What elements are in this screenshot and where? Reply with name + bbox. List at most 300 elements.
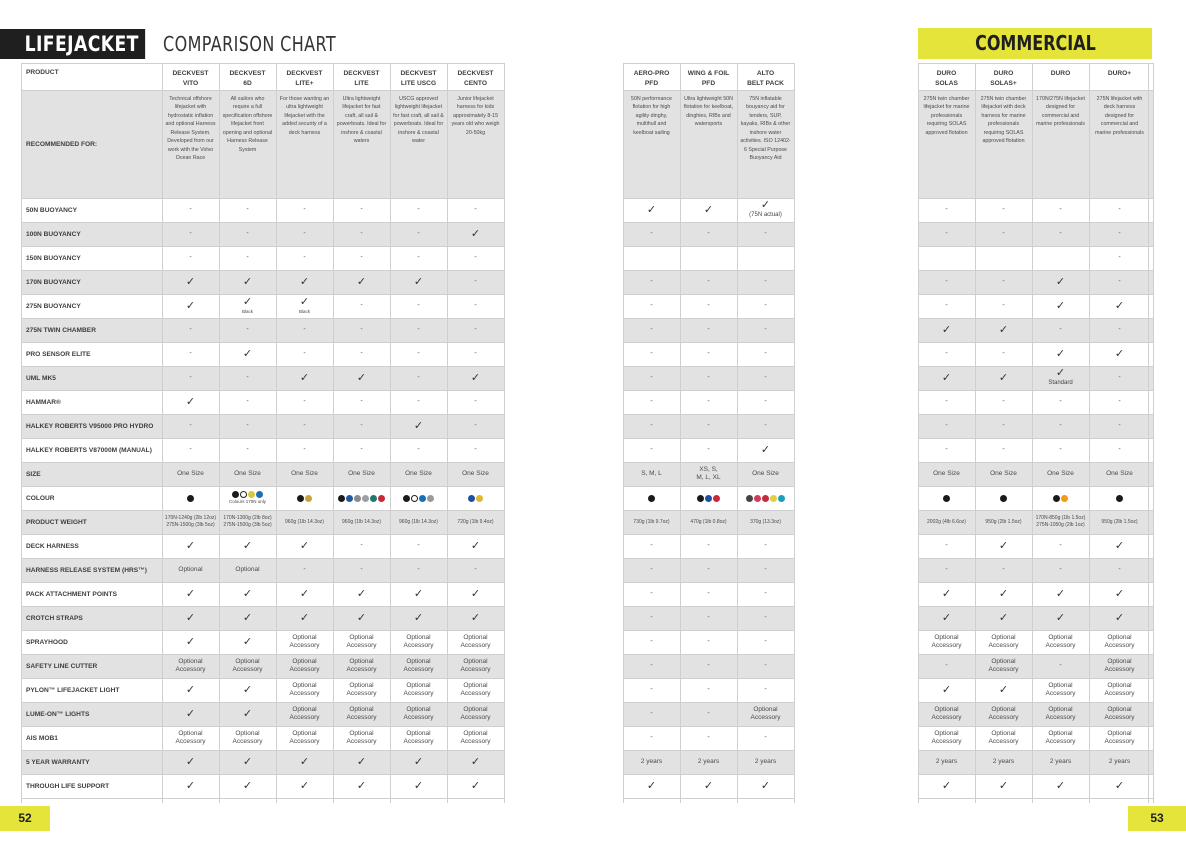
cell-text: 170N-850g (1lb 1.5oz) 275N-1050g (2lb 1oz) (1035, 515, 1086, 528)
table-cell (918, 390, 975, 414)
dash-mark: - (650, 710, 653, 718)
cell-text: 370g (13.3oz) (750, 518, 781, 525)
check-icon: ✓ (299, 371, 310, 384)
dash-mark: - (764, 590, 767, 598)
check-icon: ✓ (242, 587, 253, 600)
table-cell (1091, 702, 1148, 726)
cell-text: Optional Accessory (931, 729, 962, 745)
check-icon: ✓ (703, 203, 714, 216)
colour-cell (333, 486, 390, 510)
cell-text: Optional Accessory (1104, 657, 1135, 673)
table-cell (162, 678, 219, 702)
dash-mark: - (945, 206, 948, 214)
table-cell (737, 294, 794, 318)
table-cell (737, 678, 794, 702)
colour-swatch (943, 495, 950, 502)
recommended-text: Junior lifejacket harness for kids approximately 8-15 years old who weigh 20-50kg (451, 96, 500, 136)
table-cell (162, 630, 219, 654)
table-cell (219, 390, 276, 414)
table-cell (333, 198, 390, 222)
product-header: DURO SOLAS (935, 70, 958, 87)
table-cell (918, 318, 975, 342)
table-cell (1091, 318, 1148, 342)
cell-text: Optional Accessory (460, 633, 491, 649)
recommended-text: All sailors who require a full specification offshore lifejacket front opening and optional Harness Release System (222, 96, 273, 153)
check-mark (942, 685, 951, 696)
dash-mark: - (945, 278, 948, 286)
table-cell (162, 774, 219, 798)
table-cell (276, 342, 333, 366)
dash-mark: - (360, 566, 363, 574)
table-cell (975, 510, 1032, 534)
dash-mark: - (650, 614, 653, 622)
column-divider (1153, 63, 1154, 803)
table-cell (390, 774, 447, 798)
colour-swatch (705, 495, 712, 502)
dash-mark: - (764, 230, 767, 238)
cell-text: Optional Accessory (289, 657, 320, 673)
cell-text: 170N-1240g (2lb 12oz) 275N-1500g (3lb 5oz) (164, 515, 217, 528)
check-mark (471, 757, 480, 768)
feature-label: HALKEY ROBERTS V95000 PRO HYDRO (26, 422, 154, 430)
table-cell (276, 750, 333, 774)
check-note: Black (298, 309, 310, 315)
product-header: AERO-PRO PFD (633, 70, 670, 87)
check-icon: ✓ (185, 683, 196, 696)
table-cell (918, 606, 975, 630)
table-cell (219, 246, 276, 270)
dash-mark: - (945, 662, 948, 670)
table-cell (737, 510, 794, 534)
table-cell (162, 558, 219, 582)
table-cell (333, 342, 390, 366)
dash-mark: - (1118, 566, 1121, 574)
colour-swatch (248, 491, 255, 498)
check-icon: ✓ (242, 683, 253, 696)
dash-mark: - (303, 446, 306, 454)
cell-text: 2002g (4lb 6.6oz) (927, 518, 966, 525)
check-icon: ✓ (1055, 299, 1066, 312)
feature-label: PRODUCT WEIGHT (26, 518, 87, 526)
table-cell (333, 318, 390, 342)
product-header: DECKVEST LITE USCG (400, 70, 437, 87)
check-icon: ✓ (242, 779, 253, 792)
cell-text: Optional Accessory (1104, 705, 1135, 721)
swatch-row (1116, 495, 1123, 502)
dash-mark: - (764, 566, 767, 574)
table-cell (333, 222, 390, 246)
check-icon: ✓ (185, 395, 196, 408)
check-mark (942, 589, 951, 600)
table-cell (447, 510, 504, 534)
product-header: DECKVEST LITE (343, 70, 380, 87)
dash-mark: - (707, 614, 710, 622)
cell-text: Optional Accessory (460, 657, 491, 673)
table-cell (737, 774, 794, 798)
dash-mark: - (246, 398, 249, 406)
dash-mark: - (189, 350, 192, 358)
swatch-row (1053, 495, 1068, 502)
product-header: WING & FOIL PFD (687, 70, 730, 87)
table-cell (276, 702, 333, 726)
check-mark (414, 277, 423, 288)
colour-swatches (229, 491, 266, 505)
dash-mark: - (417, 398, 420, 406)
table-cell (162, 702, 219, 726)
page-title (0, 29, 380, 59)
table-cell (162, 294, 219, 318)
check-icon: ✓ (1055, 275, 1066, 288)
check-icon: ✓ (646, 779, 657, 792)
check-mark (1056, 301, 1065, 312)
feature-label: PACK ATTACHMENT POINTS (26, 590, 117, 598)
table-cell (918, 726, 975, 750)
table-cell (737, 630, 794, 654)
cell-text: 720g (1lb 9.4oz) (457, 518, 494, 525)
check-mark (243, 613, 252, 624)
dash-mark: - (474, 278, 477, 286)
dash-mark: - (417, 374, 420, 382)
table-cell (219, 630, 276, 654)
dash-mark: - (1059, 422, 1062, 430)
table-cell (162, 750, 219, 774)
colour-cell (1091, 486, 1148, 510)
cell-text: One Size (177, 469, 204, 477)
table-cell (680, 654, 737, 678)
colour-swatch (778, 495, 785, 502)
dash-mark: - (360, 446, 363, 454)
check-mark (999, 325, 1008, 336)
check-mark (1056, 781, 1065, 792)
dash-mark: - (474, 254, 477, 262)
swatch-row (232, 491, 263, 498)
cell-text: Optional Accessory (346, 729, 377, 745)
feature-label: 50N BUOYANCY (26, 206, 78, 214)
dash-mark: - (1059, 398, 1062, 406)
colour-swatch (354, 495, 361, 502)
check-icon: ✓ (413, 275, 424, 288)
column-divider (504, 63, 505, 803)
dash-mark: - (764, 422, 767, 430)
check-mark (186, 685, 195, 696)
table-cell (447, 318, 504, 342)
cell-text: 2 years (992, 757, 1015, 765)
table-cell (1032, 246, 1089, 270)
table-cell (737, 222, 794, 246)
table-cell (390, 318, 447, 342)
table-cell (623, 606, 680, 630)
dash-mark: - (303, 326, 306, 334)
check-icon: ✓ (1055, 611, 1066, 624)
dash-mark: - (1118, 230, 1121, 238)
feature-label: UML MK5 (26, 374, 56, 382)
swatch-row (468, 495, 483, 502)
column-divider (1089, 63, 1090, 803)
check-mark (1115, 349, 1124, 360)
table-cell (975, 606, 1032, 630)
check-icon: ✓ (998, 539, 1009, 552)
table-cell (390, 678, 447, 702)
table-cell (276, 654, 333, 678)
colour-cell (918, 486, 975, 510)
table-cell (162, 510, 219, 534)
colour-swatches (338, 495, 385, 502)
cell-text: Optional (235, 565, 260, 573)
dash-mark: - (189, 446, 192, 454)
colour-cell (737, 486, 794, 510)
table-cell (219, 438, 276, 462)
table-cell (680, 270, 737, 294)
table-cell (333, 702, 390, 726)
dash-mark: - (303, 230, 306, 238)
dash-mark: - (707, 230, 710, 238)
table-cell (390, 726, 447, 750)
table-cell (1091, 510, 1148, 534)
swatch-row (943, 495, 950, 502)
product-header: ALTO BELT PACK (747, 70, 784, 87)
table-cell (162, 390, 219, 414)
table-cell (680, 630, 737, 654)
table-cell (219, 366, 276, 390)
colour-swatch (754, 495, 761, 502)
table-cell (1091, 390, 1148, 414)
check-icon: ✓ (185, 275, 196, 288)
table-cell (219, 702, 276, 726)
gap-column (504, 63, 623, 803)
cell-text: 2 years (754, 757, 777, 765)
dash-mark: - (1002, 422, 1005, 430)
dash-mark: - (945, 566, 948, 574)
dash-mark: - (417, 254, 420, 262)
check-icon: ✓ (185, 587, 196, 600)
table-cell (390, 342, 447, 366)
table-cell (390, 654, 447, 678)
table-cell (447, 726, 504, 750)
colour-swatch (378, 495, 385, 502)
check-mark (186, 589, 195, 600)
table-cell (219, 414, 276, 438)
table-cell (1032, 630, 1089, 654)
cell-text: Optional Accessory (1104, 681, 1135, 697)
dash-mark: - (707, 710, 710, 718)
recommended-text: Ultra lightweight 50N flotation for keelboat, dinghies, RIBs and watersports (683, 96, 734, 128)
table-cell (1091, 342, 1148, 366)
check-mark (300, 541, 309, 552)
dash-mark: - (764, 614, 767, 622)
table-cell (623, 294, 680, 318)
dash-mark: - (189, 422, 192, 430)
dash-mark: - (246, 230, 249, 238)
check-mark (749, 200, 782, 220)
check-icon: ✓ (470, 587, 481, 600)
cell-text: Optional Accessory (1104, 729, 1135, 745)
cell-text: 950g (2lb 1.5oz) (1101, 518, 1138, 525)
table-cell (975, 774, 1032, 798)
dash-mark: - (707, 566, 710, 574)
table-cell (276, 774, 333, 798)
dash-mark: - (764, 542, 767, 550)
check-icon: ✓ (299, 275, 310, 288)
check-icon: ✓ (356, 587, 367, 600)
dash-mark: - (945, 230, 948, 238)
colour-cell (975, 486, 1032, 510)
table-cell (333, 294, 390, 318)
check-mark (999, 685, 1008, 696)
cell-text: 2 years (640, 757, 663, 765)
table-cell (1032, 726, 1089, 750)
cell-text: One Size (933, 469, 960, 477)
table-cell (162, 222, 219, 246)
check-icon: ✓ (998, 323, 1009, 336)
cell-text: Optional Accessory (289, 705, 320, 721)
check-mark (942, 781, 951, 792)
colour-swatch (403, 495, 410, 502)
dash-mark: - (303, 422, 306, 430)
cell-text: Optional Accessory (988, 729, 1019, 745)
table-cell (737, 462, 794, 486)
check-mark (186, 301, 195, 312)
check-icon: ✓ (356, 371, 367, 384)
cell-text: Optional Accessory (346, 633, 377, 649)
dash-mark: - (650, 686, 653, 694)
dash-mark: - (303, 206, 306, 214)
check-icon: ✓ (760, 443, 771, 456)
table-cell (680, 342, 737, 366)
cell-text: Optional Accessory (232, 657, 263, 673)
table-cell (390, 366, 447, 390)
check-icon: ✓ (1114, 299, 1125, 312)
check-mark (1056, 589, 1065, 600)
check-icon: ✓ (299, 779, 310, 792)
table-cell (1032, 366, 1089, 390)
check-icon: ✓ (185, 707, 196, 720)
check-mark (300, 373, 309, 384)
check-mark (243, 709, 252, 720)
table-cell (918, 702, 975, 726)
check-mark (471, 781, 480, 792)
cell-text: One Size (234, 469, 261, 477)
recommended-text: 275N twin chamber lifejacket with deck harness for marine professionals requiring SOLAS approved flotation (980, 96, 1027, 145)
recommended-text: 170N/275N lifejacket designed for commercial and marine professionals (1036, 96, 1085, 128)
check-mark (1115, 301, 1124, 312)
colour-swatch (762, 495, 769, 502)
table-cell (390, 270, 447, 294)
table-cell (333, 726, 390, 750)
cell-text: Optional Accessory (460, 729, 491, 745)
colour-swatch (240, 491, 247, 498)
check-mark (999, 781, 1008, 792)
table-cell (975, 534, 1032, 558)
table-cell (623, 750, 680, 774)
check-icon: ✓ (646, 203, 657, 216)
cell-text: 2 years (1108, 757, 1131, 765)
check-mark (243, 757, 252, 768)
check-icon: ✓ (941, 371, 952, 384)
table-cell (390, 246, 447, 270)
table-cell (276, 414, 333, 438)
recommended-text: 50N performance flotation for high agility dinghy, multihull and keelboat sailing (631, 96, 672, 136)
table-cell (1091, 774, 1148, 798)
check-mark (1056, 277, 1065, 288)
check-icon: ✓ (242, 275, 253, 288)
table-cell (219, 318, 276, 342)
table-cell (390, 510, 447, 534)
table-cell (219, 270, 276, 294)
table-cell (1091, 438, 1148, 462)
dash-mark: - (1118, 254, 1121, 262)
dash-mark: - (1002, 206, 1005, 214)
table-cell (1091, 654, 1148, 678)
dash-mark: - (650, 662, 653, 670)
table-cell (333, 654, 390, 678)
dash-mark: - (764, 398, 767, 406)
cell-text: Optional Accessory (403, 633, 434, 649)
colour-swatch (362, 495, 369, 502)
table-cell (918, 198, 975, 222)
commercial-heading (918, 28, 1152, 59)
cell-text: Optional Accessory (289, 633, 320, 649)
table-cell (219, 606, 276, 630)
colour-swatches (943, 495, 950, 502)
table-cell (219, 222, 276, 246)
table-cell (390, 294, 447, 318)
check-icon: ✓ (941, 323, 952, 336)
table-cell (623, 558, 680, 582)
table-cell (918, 222, 975, 246)
check-icon: ✓ (998, 683, 1009, 696)
dash-mark: - (650, 398, 653, 406)
colour-cell (219, 486, 276, 510)
dash-mark: - (1059, 566, 1062, 574)
table-cell (1032, 774, 1089, 798)
table-cell (975, 342, 1032, 366)
swatch-row (187, 495, 194, 502)
check-mark (243, 349, 252, 360)
table-cell (737, 702, 794, 726)
cell-text: 960g (1lb 14.3oz) (399, 518, 438, 525)
dash-mark: - (764, 734, 767, 742)
table-cell (276, 390, 333, 414)
table-cell (623, 774, 680, 798)
table-cell (680, 726, 737, 750)
table-cell (333, 366, 390, 390)
table-cell (333, 438, 390, 462)
check-icon: ✓ (470, 539, 481, 552)
check-icon: ✓ (1055, 367, 1066, 380)
table-cell (623, 678, 680, 702)
table-cell (333, 606, 390, 630)
dash-mark: - (360, 326, 363, 334)
cell-text: Optional Accessory (1045, 705, 1076, 721)
colour-swatch (427, 495, 434, 502)
check-note: (75N actual) (749, 212, 782, 219)
dash-mark: - (1002, 446, 1005, 454)
dash-mark: - (417, 350, 420, 358)
dash-mark: - (650, 350, 653, 358)
check-mark (186, 277, 195, 288)
colour-cell (680, 486, 737, 510)
dash-mark: - (707, 326, 710, 334)
table-cell (447, 414, 504, 438)
cell-text: Optional (178, 565, 203, 573)
product-header: DECKVEST LITE+ (286, 70, 323, 87)
table-cell (447, 654, 504, 678)
dash-mark: - (1118, 326, 1121, 334)
table-cell (623, 702, 680, 726)
table-cell (680, 606, 737, 630)
check-icon: ✓ (299, 755, 310, 768)
page-number-right: 53 (1128, 806, 1186, 831)
